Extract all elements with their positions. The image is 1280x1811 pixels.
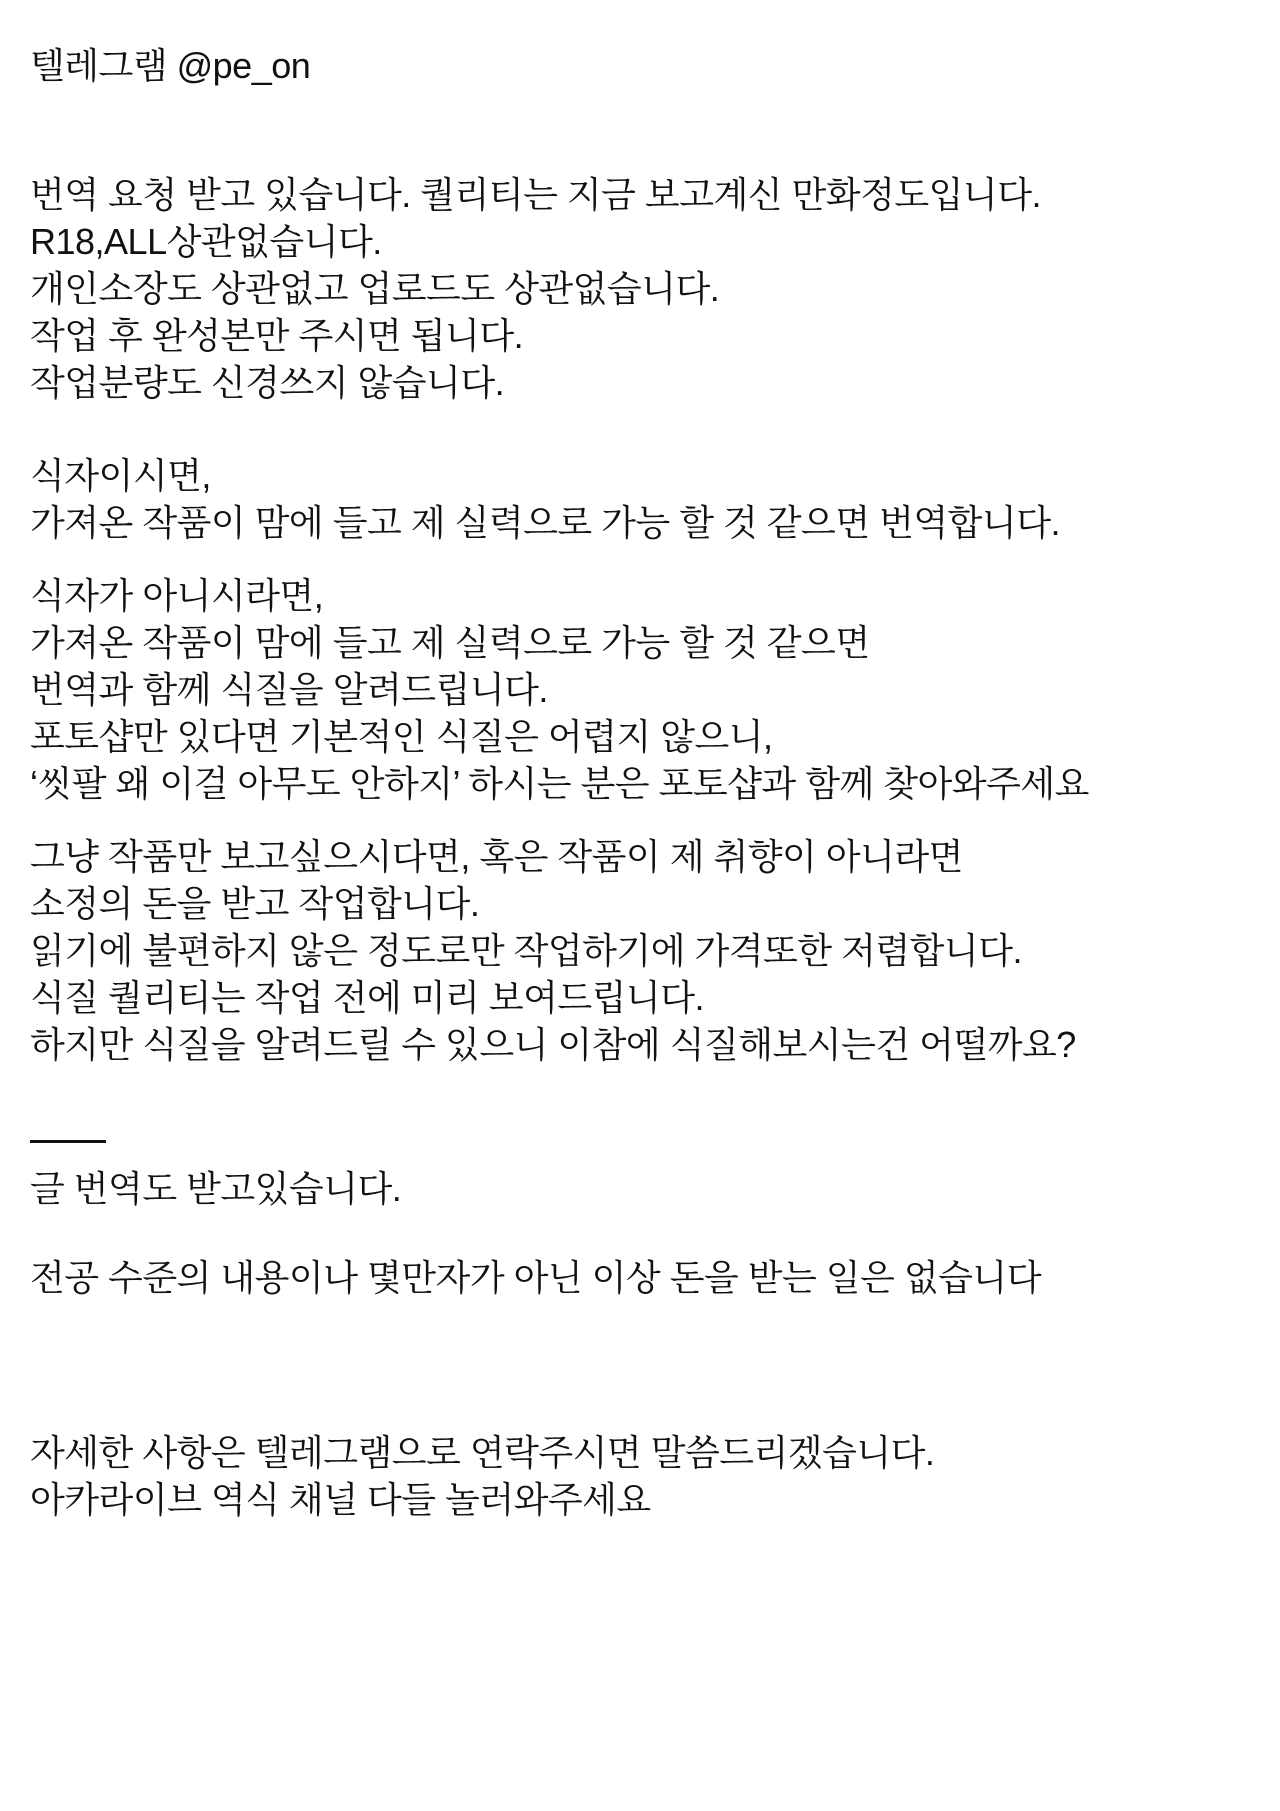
text-line: 자세한 사항은 텔레그램으로 연락주시면 말씀드리겠습니다. [30,1432,935,1473]
paragraph-non-typesetter [30,572,1260,807]
text-line: 식자이시면, [30,455,211,496]
text-line: 읽기에 불편하지 않은 정도로만 작업하기에 가격또한 저렴합니다. [30,930,1022,971]
text-line: 가져온 작품이 맘에 들고 제 실력으로 가능 할 것 같으면 번역합니다. [30,502,1060,543]
paragraph-typesetter [30,452,1260,546]
text-line: 글 번역도 받고있습니다. [30,1168,402,1209]
text-line: 식질 퀄리티는 작업 전에 미리 보여드립니다. [30,977,704,1018]
text-line: 번역 요청 받고 있습니다. 퀄리티는 지금 보고계신 만화정도입니다. [30,174,1041,215]
text-line: 하지만 식질을 알려드릴 수 있으니 이참에 식질해보시는건 어떨까요? [30,1024,1076,1065]
text-line: 전공 수준의 내용이나 몇만자가 아닌 이상 돈을 받는 일은 없습니다 [30,1257,1041,1298]
text-line: 소정의 돈을 받고 작업합니다. [30,883,480,924]
text-line: 개인소장도 상관없고 업로드도 상관없습니다. [30,268,720,309]
divider-line [30,1140,106,1143]
paragraph-payment-policy [30,1254,1260,1301]
text-line: 포토샵만 있다면 기본적인 식질은 어렵지 않으니, [30,716,773,757]
paragraph-paid-work [30,833,1260,1068]
text-line: 그냥 작품만 보고싶으시다면, 혹은 작품이 제 취향이 아니라면 [30,836,963,877]
text-line: 번역과 함께 식질을 알려드립니다. [30,669,548,710]
paragraph-contact [30,1429,1260,1523]
text-line: 아카라이브 역식 채널 다들 놀러와주세요 [30,1479,651,1520]
text-line: 작업 후 완성본만 주시면 됩니다. [30,315,524,356]
text-line: 작업분량도 신경쓰지 않습니다. [30,362,505,403]
paragraph-text-translation [30,1165,1260,1212]
text-line: ‘씻팔 왜 이걸 아무도 안하지’ 하시는 분은 포토샵과 함께 찾아와주세요 [30,763,1089,804]
text-line: R18,ALL상관없습니다. [30,221,382,262]
telegram-handle: 텔레그램 @pe_on [30,45,311,86]
text-line: 가져온 작품이 맘에 들고 제 실력으로 가능 할 것 같으면 [30,622,870,663]
text-line: 식자가 아니시라면, [30,575,324,616]
paragraph-request-info [30,171,1260,406]
